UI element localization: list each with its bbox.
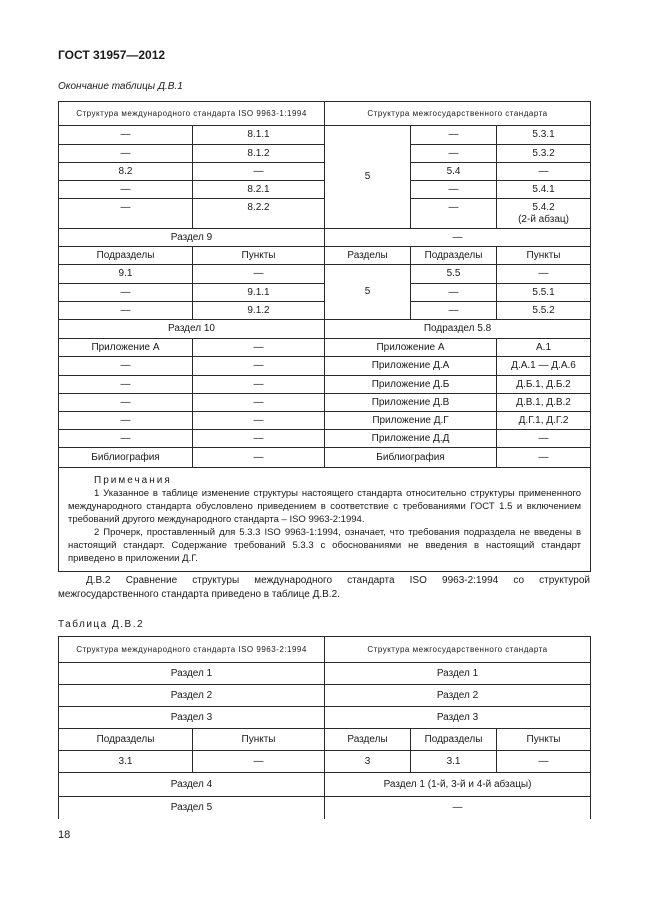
cell: Раздел 2 bbox=[325, 685, 591, 707]
cell: 8.1.1 bbox=[193, 126, 325, 145]
table-subheader-row bbox=[59, 247, 591, 265]
cell: Приложение Д.Б bbox=[325, 376, 497, 394]
cell: Раздел 10 bbox=[59, 320, 325, 339]
cell: Пункты bbox=[497, 247, 591, 265]
cell: — bbox=[193, 412, 325, 430]
cell: Раздел 3 bbox=[59, 707, 325, 729]
cell: — bbox=[59, 394, 193, 412]
cell: Разделы bbox=[325, 729, 411, 751]
header-international: Структура международного стандарта ISO 9963-2:1994 bbox=[59, 637, 325, 663]
cell: Д.Б.1, Д.Б.2 bbox=[497, 376, 591, 394]
cell: 5.4.1 bbox=[497, 181, 591, 199]
table-row bbox=[59, 448, 591, 468]
cell: Библиография bbox=[325, 448, 497, 468]
cell-note: (2-й абзац) bbox=[518, 214, 569, 225]
cell: — bbox=[193, 448, 325, 468]
note-1: 1 Указанное в таблице изменение структуры настоящего стандарта относительно структуры примененного международного стандарта обусловлено приведением в соответствие с требованиями ГОСТ 1.5 и включением требований другого международного стандарта – ISO 9963-2:1994. bbox=[68, 488, 582, 525]
cell: Раздел 2 bbox=[59, 685, 325, 707]
cell: Приложение Д.Г bbox=[325, 412, 497, 430]
table-row bbox=[59, 357, 591, 376]
cell: — bbox=[193, 430, 325, 448]
cell: Раздел 1 (1-й, 3-й и 4-й абзацы) bbox=[325, 773, 591, 797]
paragraph-dv2: Д.В.2 Сравнение структуры международного стандарта ISO 9963-2:1994 со структурой межгосударственного стандарта приведено в таблице Д.В.2. bbox=[58, 575, 590, 600]
cell-text: 5.4.2 bbox=[532, 202, 555, 213]
cell: — bbox=[497, 163, 591, 181]
cell: — bbox=[59, 302, 193, 320]
cell: Раздел 3 bbox=[325, 707, 591, 729]
cell: Подразделы bbox=[411, 247, 497, 265]
cell: 5.5 bbox=[411, 265, 497, 284]
table-row bbox=[59, 265, 591, 284]
table-row bbox=[59, 773, 591, 797]
notes-row bbox=[59, 468, 591, 572]
cell: — bbox=[59, 199, 193, 229]
cell: 9.1.2 bbox=[193, 302, 325, 320]
cell: — bbox=[59, 126, 193, 145]
cell: 5.4 bbox=[411, 163, 497, 181]
table-row bbox=[59, 320, 591, 339]
cell-merged: 5 bbox=[325, 126, 411, 229]
cell: Раздел 4 bbox=[59, 773, 325, 797]
cell: — bbox=[59, 181, 193, 199]
cell: — bbox=[411, 284, 497, 302]
cell: 8.2.2 bbox=[193, 199, 325, 229]
table-row bbox=[59, 430, 591, 448]
cell: — bbox=[497, 751, 591, 773]
cell: — bbox=[497, 430, 591, 448]
table-subheader-row bbox=[59, 729, 591, 751]
cell: Раздел 1 bbox=[59, 663, 325, 685]
table-dv1 bbox=[58, 101, 590, 572]
cell: — bbox=[411, 126, 497, 145]
table-dv2-caption: Таблица Д.В.2 bbox=[58, 619, 145, 630]
cell: — bbox=[193, 265, 325, 284]
cell: — bbox=[193, 751, 325, 773]
table-row bbox=[59, 339, 591, 357]
table-row bbox=[59, 394, 591, 412]
cell: — bbox=[59, 412, 193, 430]
cell: — bbox=[59, 376, 193, 394]
table-dv2 bbox=[58, 636, 590, 819]
table-header-row bbox=[59, 102, 591, 126]
cell: — bbox=[193, 339, 325, 357]
note-2: 2 Прочерк, проставленный для 5.3.3 ISO 9963-1:1994, означает, что требования подраздела не введены в настоящий стандарт. Содержание требований 5.3.3 с обоснованиями не введения в настоящий стандарт приведено в приложении Д.Г. bbox=[68, 527, 582, 564]
cell: Приложение А bbox=[59, 339, 193, 357]
cell: — bbox=[411, 145, 497, 163]
cell: 5.5.1 bbox=[497, 284, 591, 302]
cell: Приложение Д.Д bbox=[325, 430, 497, 448]
cell: Подраздел 5.8 bbox=[325, 320, 591, 339]
cell: Раздел 1 bbox=[325, 663, 591, 685]
cell: Пункты bbox=[193, 729, 325, 751]
cell: — bbox=[59, 430, 193, 448]
standard-header: ГОСТ 31957—2012 bbox=[58, 48, 166, 62]
cell: Раздел 5 bbox=[59, 797, 325, 819]
cell: — bbox=[193, 163, 325, 181]
notes-cell bbox=[59, 468, 591, 572]
cell: Библиография bbox=[59, 448, 193, 468]
cell: — bbox=[411, 302, 497, 320]
cell: 9.1.1 bbox=[193, 284, 325, 302]
table-continuation-caption: Окончание таблицы Д.В.1 bbox=[58, 81, 183, 92]
cell: Подразделы bbox=[59, 729, 193, 751]
cell: — bbox=[59, 357, 193, 376]
cell: — bbox=[325, 797, 591, 819]
cell: — bbox=[325, 229, 591, 247]
header-international: Структура международного стандарта ISO 9963-1:1994 bbox=[59, 102, 325, 126]
table-row bbox=[59, 707, 591, 729]
cell bbox=[497, 199, 591, 229]
cell: Пункты bbox=[497, 729, 591, 751]
header-interstate: Структура межгосударственного стандарта bbox=[325, 102, 591, 126]
cell: 8.2.1 bbox=[193, 181, 325, 199]
table-row bbox=[59, 797, 591, 819]
cell: 8.2 bbox=[59, 163, 193, 181]
cell: 9.1 bbox=[59, 265, 193, 284]
cell: — bbox=[411, 199, 497, 229]
table-row bbox=[59, 412, 591, 430]
cell: — bbox=[59, 284, 193, 302]
cell: — bbox=[59, 145, 193, 163]
cell: Разделы bbox=[325, 247, 411, 265]
cell: Приложение Д.А bbox=[325, 357, 497, 376]
cell: 5.3.2 bbox=[497, 145, 591, 163]
table-row bbox=[59, 663, 591, 685]
cell: 3.1 bbox=[411, 751, 497, 773]
table-header-row bbox=[59, 637, 591, 663]
cell: — bbox=[497, 265, 591, 284]
cell-merged: 5 bbox=[325, 265, 411, 320]
cell: — bbox=[193, 357, 325, 376]
table-row bbox=[59, 229, 591, 247]
table-row bbox=[59, 376, 591, 394]
table-row bbox=[59, 685, 591, 707]
cell: — bbox=[411, 181, 497, 199]
cell: Пункты bbox=[193, 247, 325, 265]
cell: Раздел 9 bbox=[59, 229, 325, 247]
table-row bbox=[59, 751, 591, 773]
cell: Д.В.1, Д.В.2 bbox=[497, 394, 591, 412]
cell: 5.5.2 bbox=[497, 302, 591, 320]
cell: Д.Г.1, Д.Г.2 bbox=[497, 412, 591, 430]
cell: — bbox=[497, 448, 591, 468]
cell: Приложение А bbox=[325, 339, 497, 357]
cell: Подразделы bbox=[59, 247, 193, 265]
header-interstate: Структура межгосударственного стандарта bbox=[325, 637, 591, 663]
page-number: 18 bbox=[58, 829, 71, 841]
cell: Д.А.1 — Д.А.6 bbox=[497, 357, 591, 376]
cell: — bbox=[193, 394, 325, 412]
cell: Подразделы bbox=[411, 729, 497, 751]
cell: 3.1 bbox=[59, 751, 193, 773]
cell: — bbox=[193, 376, 325, 394]
cell: Приложение Д.В bbox=[325, 394, 497, 412]
cell: 3 bbox=[325, 751, 411, 773]
cell: А.1 bbox=[497, 339, 591, 357]
notes-title: Примечания bbox=[94, 475, 172, 486]
cell: 5.3.1 bbox=[497, 126, 591, 145]
cell: 8.1.2 bbox=[193, 145, 325, 163]
table-row bbox=[59, 126, 591, 145]
